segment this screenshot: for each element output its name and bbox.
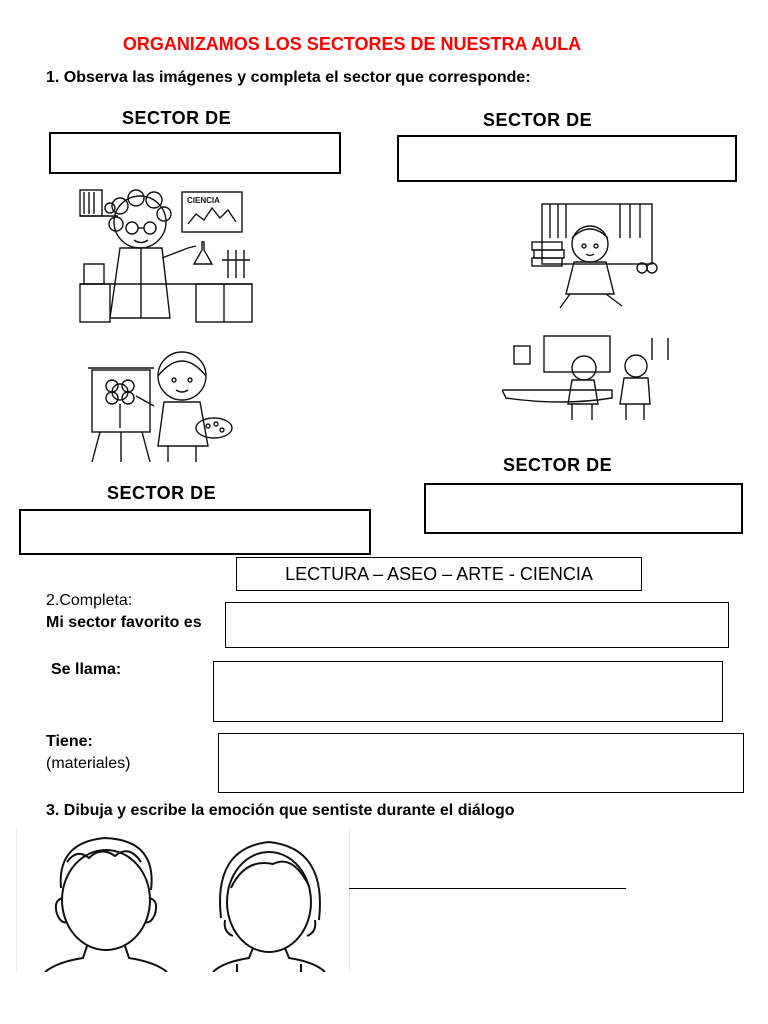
favorite-sector-label: Mi sector favorito es (46, 614, 202, 631)
faces-drawing-area[interactable] (16, 828, 350, 972)
sector-answer-box-4[interactable] (424, 483, 743, 534)
question-1: 1. Observa las imágenes y completa el sector que corresponde: (46, 69, 531, 86)
sector-answer-box-1[interactable] (49, 132, 341, 174)
word-bank: LECTURA – ASEO – ARTE - CIENCIA (236, 557, 642, 591)
materials-field[interactable] (218, 733, 744, 793)
sector-answer-box-3[interactable] (19, 509, 371, 555)
favorite-sector-field[interactable] (225, 602, 729, 648)
painter-illustration (84, 346, 248, 464)
poster-text: CIENCIA (187, 196, 220, 205)
question-3: 3. Dibuja y escribe la emoción que sentiste durante el diálogo (46, 802, 515, 819)
question-2-heading: 2.Completa: (46, 592, 133, 609)
sector-label-2: SECTOR DE (483, 110, 593, 130)
name-label: Se llama: (51, 661, 122, 678)
sector-answer-box-2[interactable] (397, 135, 737, 182)
has-label: Tiene: (46, 733, 93, 750)
washing-illustration (502, 334, 672, 422)
reader-illustration (530, 198, 660, 310)
sector-label-4: SECTOR DE (503, 455, 613, 475)
materials-note: (materiales) (46, 755, 131, 772)
sector-label-1: SECTOR DE (122, 108, 232, 128)
name-field[interactable] (213, 661, 723, 722)
scientist-illustration (78, 188, 254, 326)
emotion-answer-line[interactable] (349, 886, 626, 889)
sector-label-3: SECTOR DE (107, 483, 217, 503)
page-title: ORGANIZAMOS LOS SECTORES DE NUESTRA AULA (122, 34, 582, 54)
